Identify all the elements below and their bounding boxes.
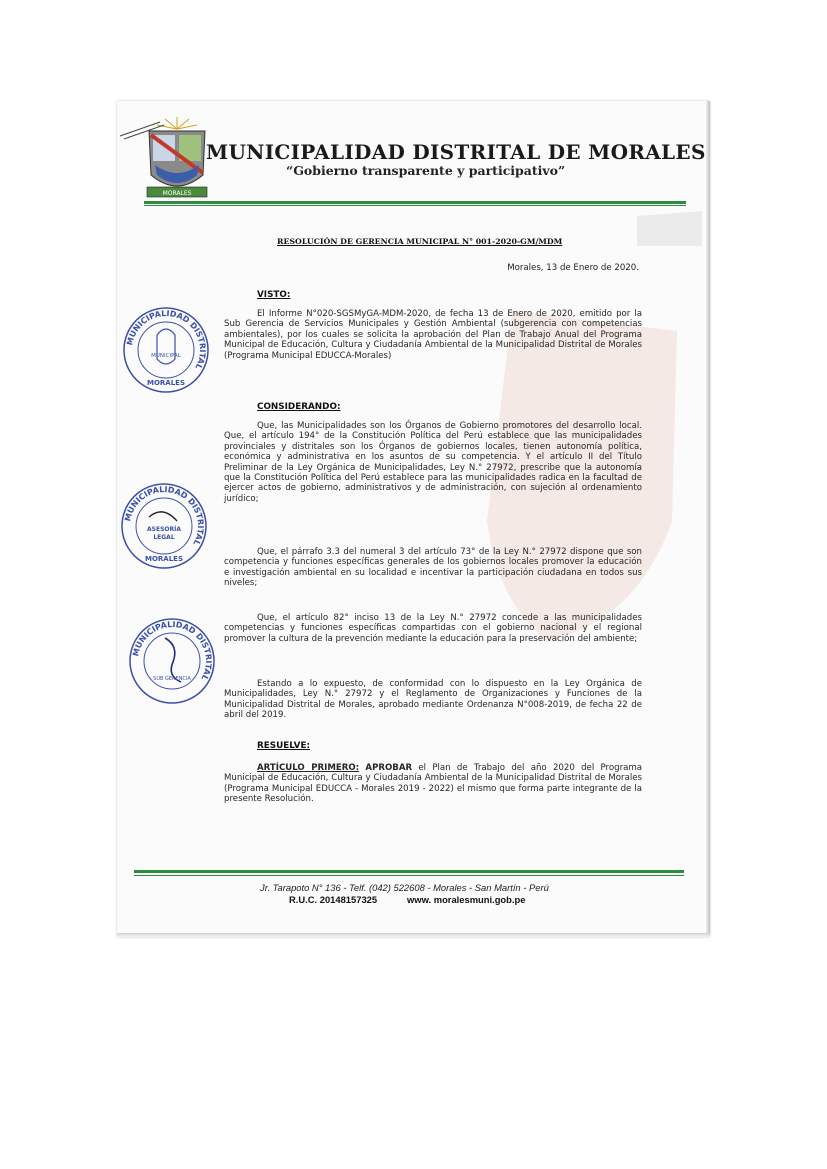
footer-ruc: R.U.C. 20148157325 (289, 894, 378, 905)
footer-rule-thin (134, 875, 684, 876)
articulo-verb: APROBAR (365, 763, 413, 773)
footer-website: www. moralesmuni.gob.pe (407, 894, 526, 905)
municipality-motto: “Gobierno transparente y participativo” (286, 163, 566, 178)
seal-2-ring-text: MUNICIPALIDAD DISTRITAL (123, 484, 206, 547)
visto-paragraph: El Informe N°020-SGSMyGA-MDM-2020, de fecha 13 de Enero de 2020, emitido por la Sub Gerencia de Servicios Municipales y Gestión Ambiental (subgerencia con competencias ambientales), por los cuales se solicita la aprobación del Plan de Trabajo Anual del Programa Municipal de Educación, Cultura y Ciudadanía Ambiental de la Municipalidad Distrital de Morales (Programa Municipal EDUCCA-Morales) (224, 309, 642, 361)
articulo-label: ARTÍCULO PRIMERO: (257, 763, 360, 773)
articulo-primero (224, 763, 642, 805)
resolution-title: RESOLUCIÓN DE GERENCIA MUNICIPAL N° 001-2020-GM/MDM (277, 237, 563, 246)
considerando-paragraph-4: Estando a lo expuesto, de conformidad con lo dispuesto en la Ley Orgánica de Municipalidades, Ley N.° 27972 y el Reglamento de Organizaciones y Funciones de la Municipalidad Distrital de Morales, aprobado mediante Ordenanza N°008-2019, de fecha 22 de abril del 2019. (224, 679, 642, 721)
page-bottom-edge (117, 933, 710, 937)
footer-address: Jr. Tarapoto N° 136 - Telf. (042) 522608 - Morales - San Martín - Perú (260, 882, 549, 893)
seal-municipal (121, 305, 211, 395)
seal-2-center-line-1: ASESORÍA (147, 526, 181, 533)
header-rule (144, 201, 686, 204)
logo-banner-text: MORALES (162, 190, 192, 197)
seal-asesoria-legal (119, 481, 209, 571)
seal-3-center-text: SUB GERENCIA (153, 676, 191, 682)
visto-heading: VISTO: (257, 290, 291, 300)
considerando-heading: CONSIDERANDO: (257, 402, 341, 412)
seal-sub-gerencia (127, 616, 217, 706)
articulo-text: el Plan de Trabajo del año 2020 del Programa Municipal de Educación, Cultura y Ciudadanía Ambiental de la Municipalidad Distrital de Morales (Programa Municipal EDUCCA - Morales 2019 - 2022) el mismo que forma parte integrante de la presente Resolución. (224, 763, 643, 805)
page-edge-shadow (706, 101, 710, 937)
seal-1-center-text: MUNICIPAL (151, 353, 181, 359)
considerando-paragraph-2: Que, el párrafo 3.3 del numeral 3 del artículo 73° de la Ley N.° 27972 dispone que son competencia y funciones específicas generales de los gobiernos locales promover la educación e investigación ambiental en su localidad e incentivar la participación ciudadana en todos sus niveles; (224, 547, 642, 589)
scan-pen-mark (118, 118, 168, 140)
considerando-paragraph-3: Que, el artículo 82° inciso 13 de la Ley N.° 27972 concede a las municipalidades competencias y funciones específicas compartidas con el gobierno nacional y el regional promover la cultura de la prevención mediante la educación para la preservación del ambiente; (224, 613, 642, 644)
document-page (117, 101, 710, 937)
resolution-date: Morales, 13 de Enero de 2020. (507, 263, 639, 273)
seal-1-ring-text: MUNICIPALIDAD DISTRITAL (125, 308, 208, 371)
considerando-paragraph-1: Que, las Municipalidades son los Órganos de Gobierno promotores del desarrollo local. Que, el artículo 194° de la Constitución Política del Perú establece que las municipalidades provinciales y distritales son los Órganos de gobiernos locales, tienen autonomía política, económica y administrativa en los asuntos de su competencia. Y el artículo II del Título Preliminar de la Ley Orgánica de Municipalidades, Ley N.° 27972, prescribe que la autonomía que la Constitución Política del Perú establece para las municipalidades radica en la facultad de ejercer actos de gobierno, administrativos y de administración, con sujeción al ordenamiento jurídico; (224, 421, 642, 504)
seal-2-center-line-2: LEGAL (153, 534, 175, 541)
header-rule-thin (144, 205, 686, 206)
footer-rule (134, 870, 684, 873)
municipality-name: MUNICIPALIDAD DISTRITAL DE MORALES (206, 140, 706, 164)
seal-3-ring-text: MUNICIPALIDAD DISTRITAL (131, 619, 214, 682)
seal-1-bottom-text: MORALES (146, 379, 186, 387)
seal-2-bottom-text: MORALES (144, 555, 184, 563)
resuelve-heading: RESUELVE: (257, 741, 310, 751)
